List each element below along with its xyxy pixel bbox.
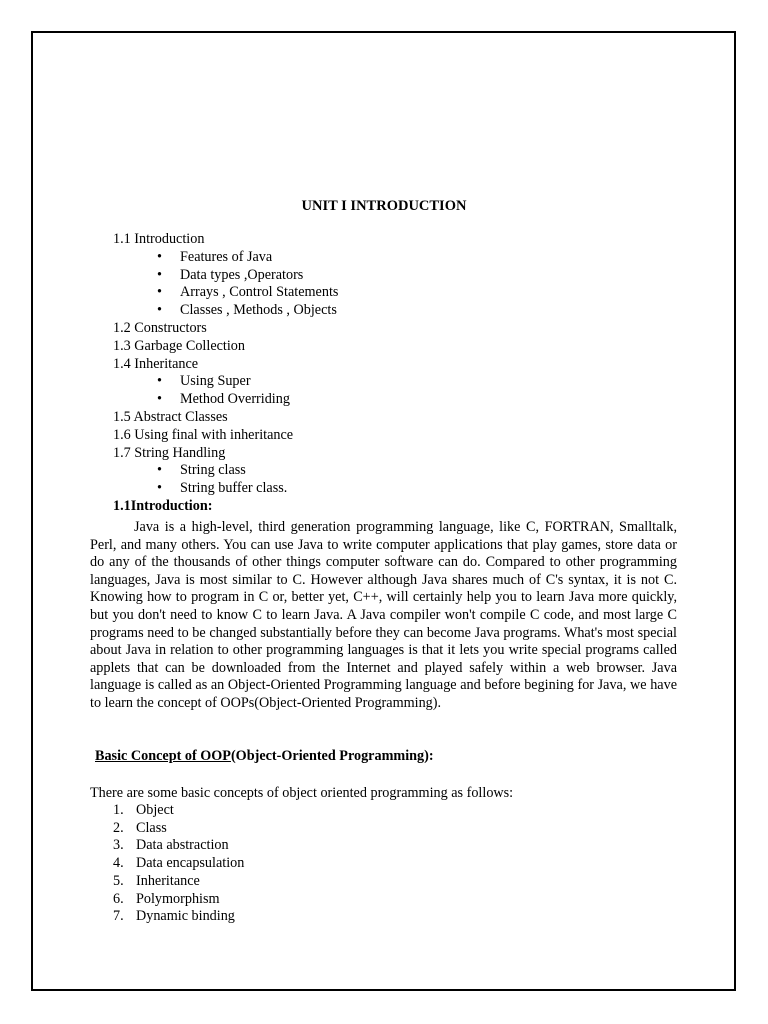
toc-subitem: • String class: [157, 462, 246, 479]
list-item: 5. Inheritance: [113, 872, 200, 889]
toc-item: 1.5 Abstract Classes: [113, 408, 228, 425]
bullet-icon: •: [157, 462, 162, 479]
section-heading-oop: [95, 748, 434, 765]
oop-intro-text: There are some basic concepts of object oriented programming as follows:: [90, 785, 514, 801]
toc-item: 1.7 String Handling: [113, 444, 226, 461]
intro-paragraph: Java is a high-level, third generation programming language, like C, FORTRAN, Smalltalk, Perl, and many others. You can use Java to write computer applications that play games, store data or do any of the thousands of other things computer software can do. Compared to other programming languages, Java is most similar to C. However although Java shares much of C's syntax, it is not C. Knowing how to program in C or, better yet, C++, will certainly help you to learn Java more quickly, but you don't need to know C to learn Java. A Java compiler won't compile C code, and most large C programs need to be changed substantially before they can become Java programs. What's most special about Java in relation to other programming languages is that it lets you write special programs called applets that can be downloaded from the Internet and played safely within a web browser. Java language is called as an Object-Oriented Programming language and before begining for Java, we have to learn the concept of OOPs(Object-Oriented Programming).: [90, 519, 677, 711]
bullet-icon: •: [157, 284, 162, 301]
toc-item: 1.1 Introduction: [113, 231, 205, 247]
bullet-icon: •: [157, 391, 162, 408]
list-item: 7. Dynamic binding: [113, 908, 235, 925]
toc-subitem: • Arrays , Control Statements: [157, 284, 339, 301]
bullet-icon: •: [157, 248, 162, 265]
toc-item: 1.4 Inheritance: [113, 355, 199, 372]
list-item: 6. Polymorphism: [113, 890, 220, 907]
oop-heading-rest: (Object-Oriented Programming):: [230, 748, 434, 764]
toc-subitem: • Classes , Methods , Objects: [157, 302, 337, 319]
bullet-icon: •: [157, 373, 162, 390]
toc-subitem: • Features of Java: [157, 248, 273, 265]
bullet-icon: •: [157, 266, 162, 283]
toc-subitem: • Method Overriding: [157, 391, 290, 408]
oop-heading-underlined: Basic Concept of OOP: [95, 748, 231, 764]
oop-concepts-list: [113, 802, 244, 926]
page-title: UNIT I INTRODUCTION: [301, 198, 467, 214]
list-item: 4. Data encapsulation: [113, 855, 245, 872]
toc-item: 1.3 Garbage Collection: [113, 337, 245, 354]
list-item: 3. Data abstraction: [113, 837, 229, 854]
list-item: 1. Object: [113, 802, 174, 818]
toc-subitem: • Using Super: [157, 373, 251, 390]
toc-item: 1.6 Using final with inheritance: [113, 426, 294, 443]
bullet-icon: •: [157, 302, 162, 319]
bullet-icon: •: [157, 480, 162, 497]
toc-item: 1.2 Constructors: [113, 319, 207, 336]
toc-subitem: • Data types ,Operators: [157, 266, 304, 283]
list-item: 2. Class: [113, 819, 167, 836]
section-heading-introduction: 1.1Introduction:: [113, 498, 213, 514]
table-of-contents: [113, 231, 338, 498]
toc-subitem: • String buffer class.: [157, 480, 288, 497]
